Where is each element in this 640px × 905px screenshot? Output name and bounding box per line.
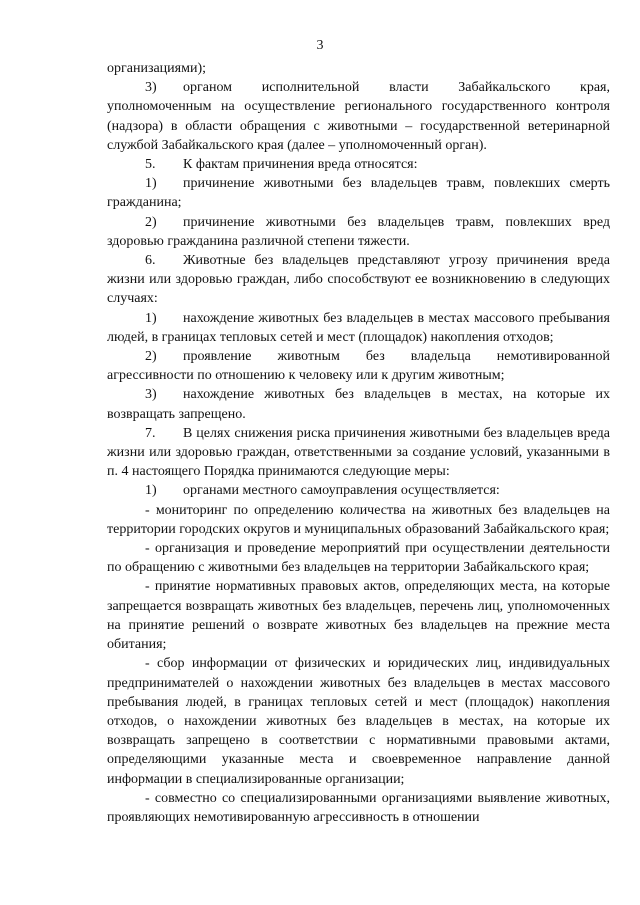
section-paragraph: 7. В целях снижения риска причинения животными без владельцев вреда жизни или здоровью граждан, ответственными за создание условий, указанными в п. 4 настоящего Порядка принимаются следующие меры:: [107, 425, 610, 480]
list-item: 2) проявление животным без владельца немотивированной агрессивности по отношению к человеку или к другим животным;: [107, 349, 610, 384]
item-number: 2): [145, 349, 157, 365]
item-number: 1): [145, 176, 157, 192]
dash-item: - организация и проведение мероприятий при осуществлении деятельности по обращению с животными без владельцев на территории Забайкальского края;: [107, 541, 610, 576]
section-number: 7.: [145, 425, 156, 441]
section-heading: 5. К фактам причинения вреда относятся:: [107, 155, 610, 174]
page-number: 3: [316, 38, 324, 53]
section-number: 6.: [145, 253, 156, 269]
list-item: 1) причинение животными без владельцев травм, повлекших смерть гражданина;: [107, 176, 610, 211]
paragraph: организациями);: [107, 61, 207, 76]
document-body: [107, 59, 610, 827]
section-paragraph: 6. Животные без владельцев представляют угрозу причинения вреда жизни или здоровью граждан, либо способствуют ее возникновению в следующих случаях:: [107, 253, 610, 307]
dash-item: - совместно со специализированными организациями выявление животных, проявляющих немотивированную агрессивность в отношении: [107, 790, 610, 825]
dash-item: - принятие нормативных правовых актов, определяющих места, на которые запрещается возвращать животных без владельцев, перечень лиц, уполномоченных на принятие решений о возврате животных без владельцев на прежние места обитания;: [107, 579, 610, 653]
item-number: 2): [145, 214, 157, 230]
section-number: 5.: [145, 157, 156, 173]
item-number: 1): [145, 310, 157, 326]
item-number: 3): [145, 387, 157, 403]
item-number: 1): [145, 483, 157, 499]
list-item: 3) нахождение животных без владельцев в местах, на которые их возвращать запрещено.: [107, 387, 610, 422]
list-item: 1) нахождение животных без владельцев в местах массового пребывания людей, в границах тепловых сетей и мест (площадок) накопления отходов;: [107, 310, 610, 345]
dash-item: - мониторинг по определению количества на животных без владельцев на территории городских округов и муниципальных образований Забайкальского края;: [107, 502, 610, 537]
dash-item: - сбор информации от физических и юридических лиц, индивидуальных предпринимателей о нахождении животных без владельцев в местах массового пребывания людей, в границах тепловых сетей и мест (площадок) накопления отходов, о нахождении животных без владельцев в местах, на которые их возвращать запрещено в соответствии с нормативными правовыми актами, определяющими указанные места и своевременное направление данной информации в специализированные организации;: [107, 656, 610, 787]
item-number: 3): [145, 80, 157, 96]
list-item: 2) причинение животными без владельцев травм, повлекших вред здоровью гражданина различной степени тяжести.: [107, 214, 610, 249]
list-item: 3) органом исполнительной власти Забайкальского края, уполномоченным на осуществление регионального государственного контроля (надзора) в области обращения с животными – государственной ветеринарной службой Забайкальского края (далее – уполномоченный орган).: [107, 80, 610, 153]
list-item: 1) органами местного самоуправления осуществляется:: [107, 481, 610, 500]
